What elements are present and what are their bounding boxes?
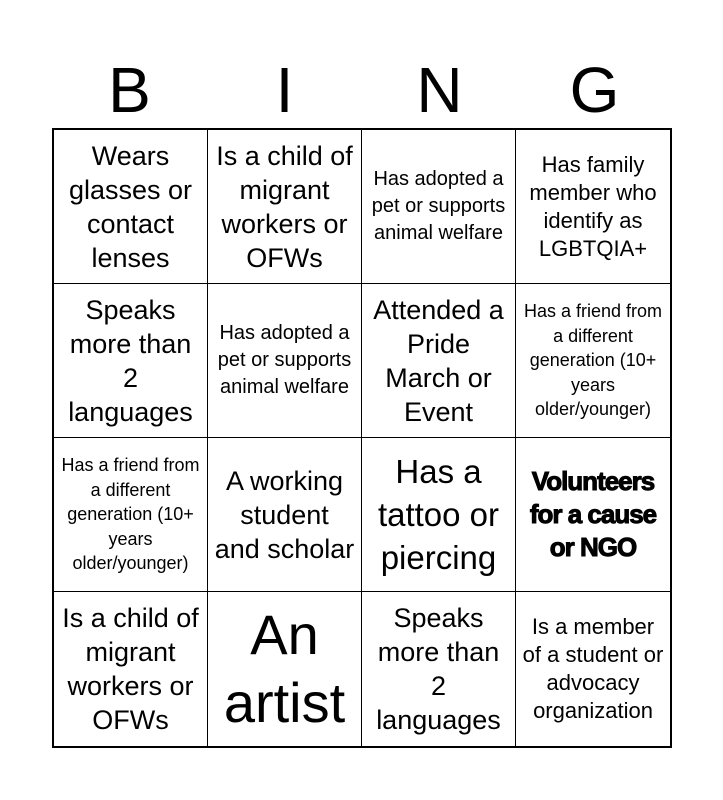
bingo-board bbox=[52, 128, 672, 748]
bingo-cell-r2c2[interactable] bbox=[208, 284, 362, 438]
cell-text: Speaks more than 2 languages bbox=[376, 603, 501, 735]
cell-text: Is a child of migrant workers or OFWs bbox=[62, 603, 199, 735]
cell-text: An artist bbox=[223, 603, 346, 734]
cell-text: Has family member who identify as LGBTQIA+ bbox=[529, 151, 657, 261]
bingo-cell-r1c2[interactable] bbox=[208, 130, 362, 284]
cell-text: Speaks more than 2 languages bbox=[68, 294, 193, 427]
header-letter-i: I bbox=[275, 54, 294, 126]
bingo-cell-r3c1[interactable] bbox=[54, 438, 208, 592]
bingo-cell-r3c2[interactable] bbox=[208, 438, 362, 592]
bingo-cell-r4c4[interactable] bbox=[516, 592, 670, 746]
bingo-cell-r3c3[interactable] bbox=[362, 438, 516, 592]
cell-text: Has adopted a pet or supports animal welfare bbox=[217, 322, 352, 398]
cell-text: Has a friend from a different generation (10+ years older/younger) bbox=[61, 455, 200, 574]
bingo-cell-r3c4[interactable] bbox=[516, 438, 670, 592]
bingo-cell-r2c3[interactable] bbox=[362, 284, 516, 438]
bingo-cell-r4c2[interactable] bbox=[208, 592, 362, 746]
bingo-cell-r2c4[interactable] bbox=[516, 284, 670, 438]
header-letter-g: G bbox=[569, 54, 620, 126]
bingo-cell-r2c1[interactable] bbox=[54, 284, 208, 438]
bingo-cell-r4c3[interactable] bbox=[362, 592, 516, 746]
cell-text: Is a member of a student or advocacy organization bbox=[522, 614, 664, 723]
bingo-header bbox=[52, 52, 672, 128]
cell-text: Volunteers for a cause or NGO bbox=[529, 466, 657, 562]
cell-text: Attended a Pride March or Event bbox=[373, 294, 504, 427]
bingo-cell-r1c4[interactable] bbox=[516, 130, 670, 284]
cell-text: Wears glasses or contact lenses bbox=[68, 140, 193, 273]
bingo-cell-r4c1[interactable] bbox=[54, 592, 208, 746]
cell-text: Has a friend from a different generation (10+ years older/younger) bbox=[523, 301, 663, 420]
header-letter-n: N bbox=[416, 54, 463, 126]
cell-text: Is a child of migrant workers or OFWs bbox=[216, 140, 353, 273]
header-letter-b: B bbox=[108, 54, 151, 126]
cell-text: Has adopted a pet or supports animal welfare bbox=[371, 168, 506, 244]
bingo-cell-r1c3[interactable] bbox=[362, 130, 516, 284]
bingo-cell-r1c1[interactable] bbox=[54, 130, 208, 284]
cell-text: A working student and scholar bbox=[214, 465, 355, 564]
cell-text: Has a tattoo or piercing bbox=[377, 453, 500, 576]
